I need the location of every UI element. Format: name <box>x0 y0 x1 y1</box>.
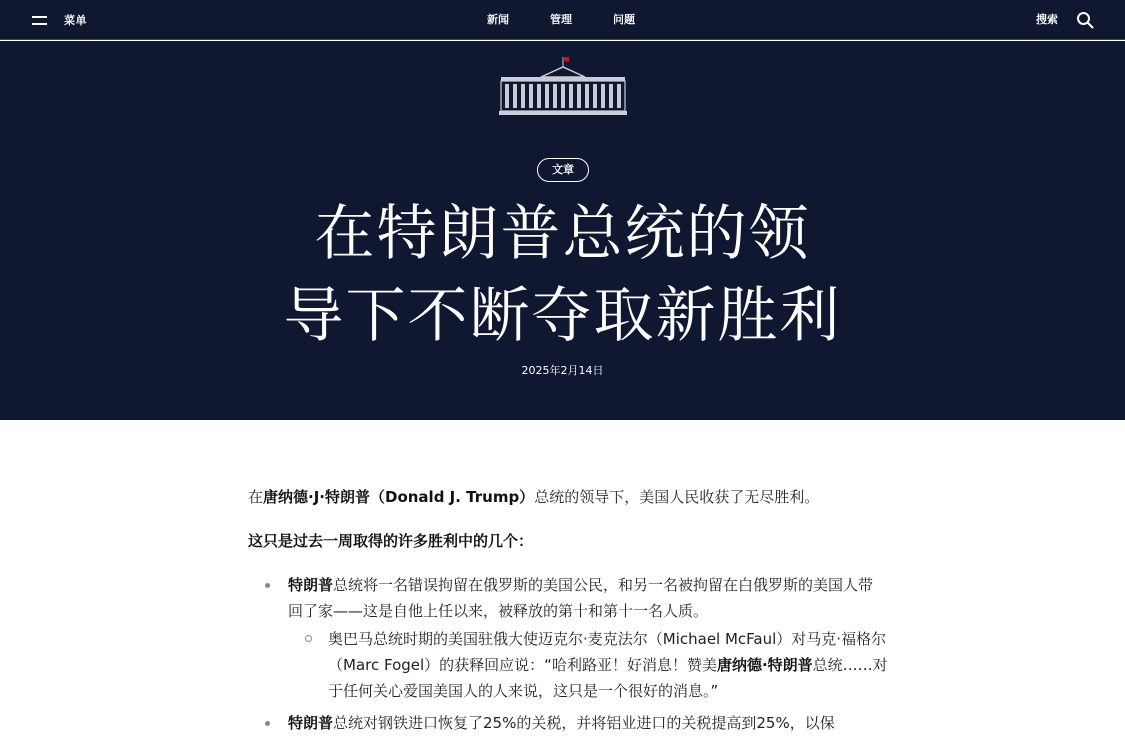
section-subheading <box>248 528 888 554</box>
victories-list <box>248 572 888 736</box>
menu-button[interactable] <box>32 10 87 30</box>
search-button-label[interactable]: 搜索 <box>1036 13 1058 26</box>
intro-paragraph <box>248 484 888 510</box>
intro-text-bold: 唐纳德·J·特朗普（Donald J. Trump） <box>263 488 535 506</box>
sub-list-item <box>288 626 888 704</box>
menu-label: 菜单 <box>64 14 87 27</box>
article-tag-badge[interactable]: 文章 <box>537 158 589 182</box>
list-item-bold: 特朗普 <box>288 576 334 594</box>
subheading-text: 这只是过去一周取得的许多胜利中的几个： <box>248 532 534 550</box>
nav-item-administration[interactable]: 管理 <box>550 13 572 26</box>
nav-item-issues[interactable]: 问题 <box>613 13 635 26</box>
sub-list <box>288 626 888 704</box>
sub-item-text-pre: 奥巴马总统时期的美国驻俄大使迈克尔·麦克法尔（Michael McFaul）对马克·福格尔（Marc Fogel）的获释回应说：“哈利路亚！好消息！赞美 <box>328 630 887 674</box>
list-item <box>248 572 888 704</box>
list-item <box>248 710 888 736</box>
hamburger-icon <box>32 16 47 25</box>
intro-text-pre: 在 <box>248 488 264 506</box>
list-item-text: 总统将一名错误拘留在俄罗斯的美国公民，和另一名被拘留在白俄罗斯的美国人带回了家——这是自他上任以来，被释放的第十和第十一名人质。 <box>288 576 874 620</box>
main-nav <box>0 10 1125 30</box>
intro-text-post: 总统的领导下，美国人民收获了无尽胜利。 <box>534 488 820 506</box>
list-item-bold: 特朗普 <box>288 714 334 732</box>
list-item-text: 总统对钢铁进口恢复了25%的关税，并将铝业进口的关税提高到25%，以保 <box>333 714 835 732</box>
search-icon[interactable] <box>1076 11 1094 29</box>
top-navigation-bar <box>0 0 1125 40</box>
white-house-logo-icon <box>499 55 627 117</box>
hero-banner <box>0 41 1125 420</box>
sub-item-text-bold: 唐纳德·特朗普 <box>716 656 813 674</box>
publish-date: 2025年2月14日 <box>521 364 604 377</box>
page-title-line-1: 在特朗普总统的领 <box>314 199 811 269</box>
page-title-line-2: 导下不断夺取新胜利 <box>283 281 842 351</box>
sub-item-text-post: 总统……对于任何关心爱国美国人的人来说，这只是一个很好的消息。” <box>328 656 888 700</box>
nav-item-news[interactable]: 新闻 <box>487 13 509 26</box>
article-body <box>248 484 888 742</box>
page-title <box>0 193 1125 357</box>
